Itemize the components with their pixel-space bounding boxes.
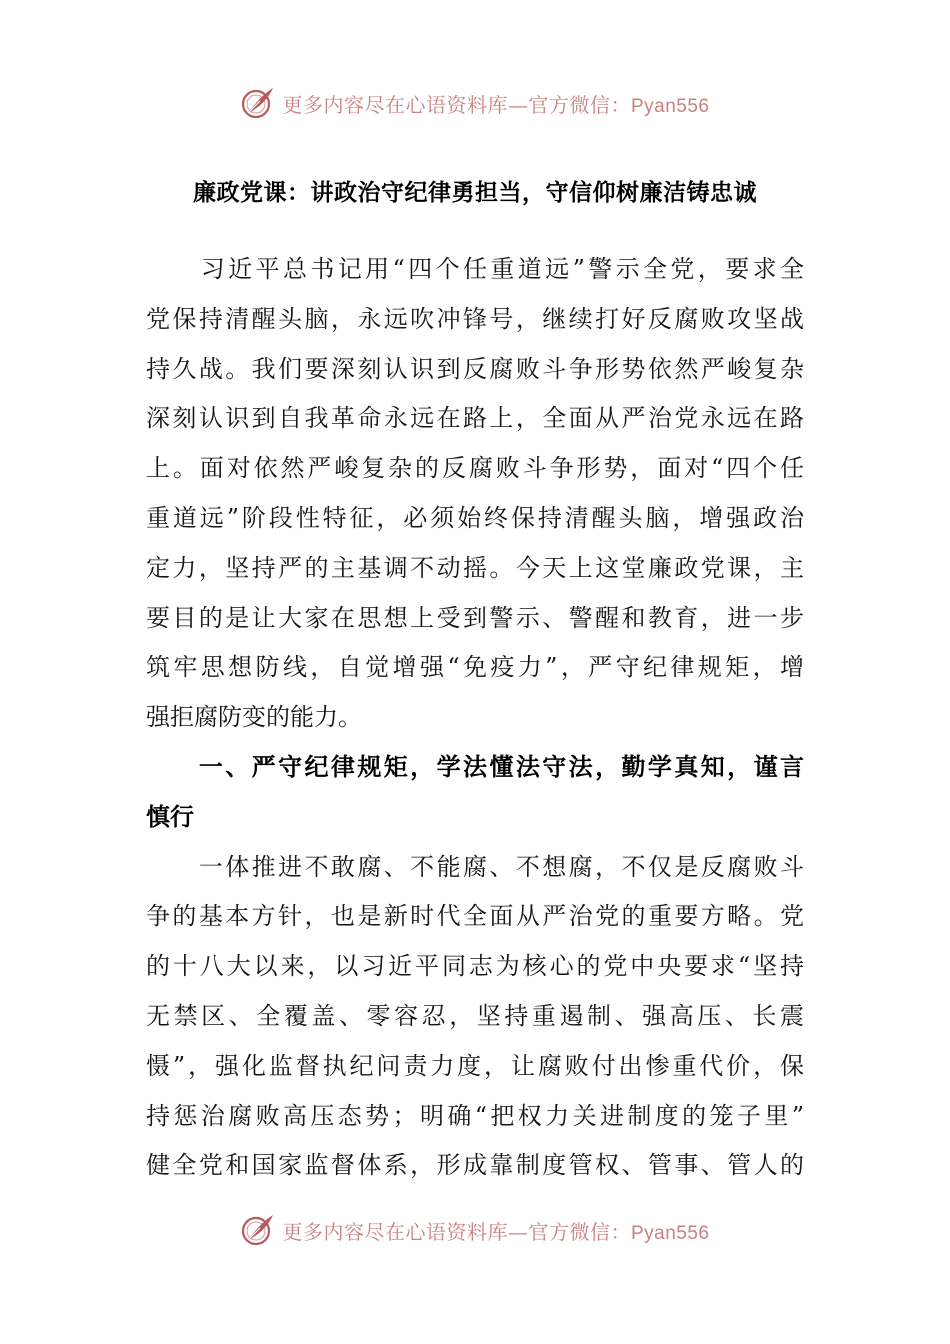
- body-line: 持惩治腐败高压态势；明确“把权力关进制度的笼子里”: [146, 1101, 804, 1130]
- body-line: 慑”，强化监督执纪问责力度，让腐败付出惨重代价，保: [146, 1051, 804, 1080]
- body-line: 深刻认识到自我革命永远在路上，全面从严治党永远在路: [146, 404, 804, 433]
- banner-wechat-id: Pyan556: [630, 95, 710, 117]
- banner-wechat-id: Pyan556: [630, 1222, 710, 1244]
- banner-text: [282, 89, 709, 118]
- body-line: 强拒腐防变的能力。: [146, 703, 362, 732]
- body-line: 健全党和国家监督体系，形成靠制度管权、管事、管人的: [146, 1151, 804, 1180]
- body-line: 上。面对依然严峻复杂的反腐败斗争形势，面对“四个任: [146, 454, 804, 483]
- body-line: 定力，坚持严的主基调不动摇。今天上这堂廉政党课，主: [146, 553, 804, 582]
- header-banner: [0, 81, 950, 125]
- quill-logo-icon: [240, 85, 276, 121]
- body-line: 重道远”阶段性特征，必须始终保持清醒头脑，增强政治: [146, 503, 804, 532]
- quill-logo-icon: [240, 1212, 276, 1248]
- banner-label: 更多内容尽在心语资料库—官方微信：: [282, 92, 631, 117]
- body-line: 无禁区、全覆盖、零容忍，坚持重遏制、强高压、长震: [146, 1001, 804, 1030]
- body-line: 的十八大以来，以习近平同志为核心的党中央要求“坚持: [146, 952, 804, 981]
- section-heading: 一、严守纪律规矩，学法懂法守法，勤学真知，谨言: [146, 752, 804, 781]
- document-body: [146, 245, 804, 1191]
- body-line: 要目的是让大家在思想上受到警示、警醒和教育，进一步: [146, 603, 804, 632]
- body-line: 一体推进不敢腐、不能腐、不想腐，不仅是反腐败斗: [146, 852, 804, 881]
- footer-banner: [0, 1208, 950, 1252]
- body-line: 争的基本方针，也是新时代全面从严治党的重要方略。党: [146, 902, 804, 931]
- body-line: 持久战。我们要深刻认识到反腐败斗争形势依然严峻复杂: [146, 354, 804, 383]
- section-heading: 慎行: [146, 802, 194, 831]
- banner-text: [282, 1216, 709, 1245]
- body-line: 习近平总书记用“四个任重道远”警示全党，要求全: [146, 255, 804, 283]
- body-line: 党保持清醒头脑，永远吹冲锋号，继续打好反腐败攻坚战: [146, 304, 804, 333]
- document-title: 廉政党课：讲政治守纪律勇担当，守信仰树廉洁铸忠诚: [193, 180, 757, 206]
- body-line: 筑牢思想防线，自觉增强“免疫力”，严守纪律规矩，增: [146, 653, 804, 682]
- banner-label: 更多内容尽在心语资料库—官方微信：: [282, 1219, 631, 1244]
